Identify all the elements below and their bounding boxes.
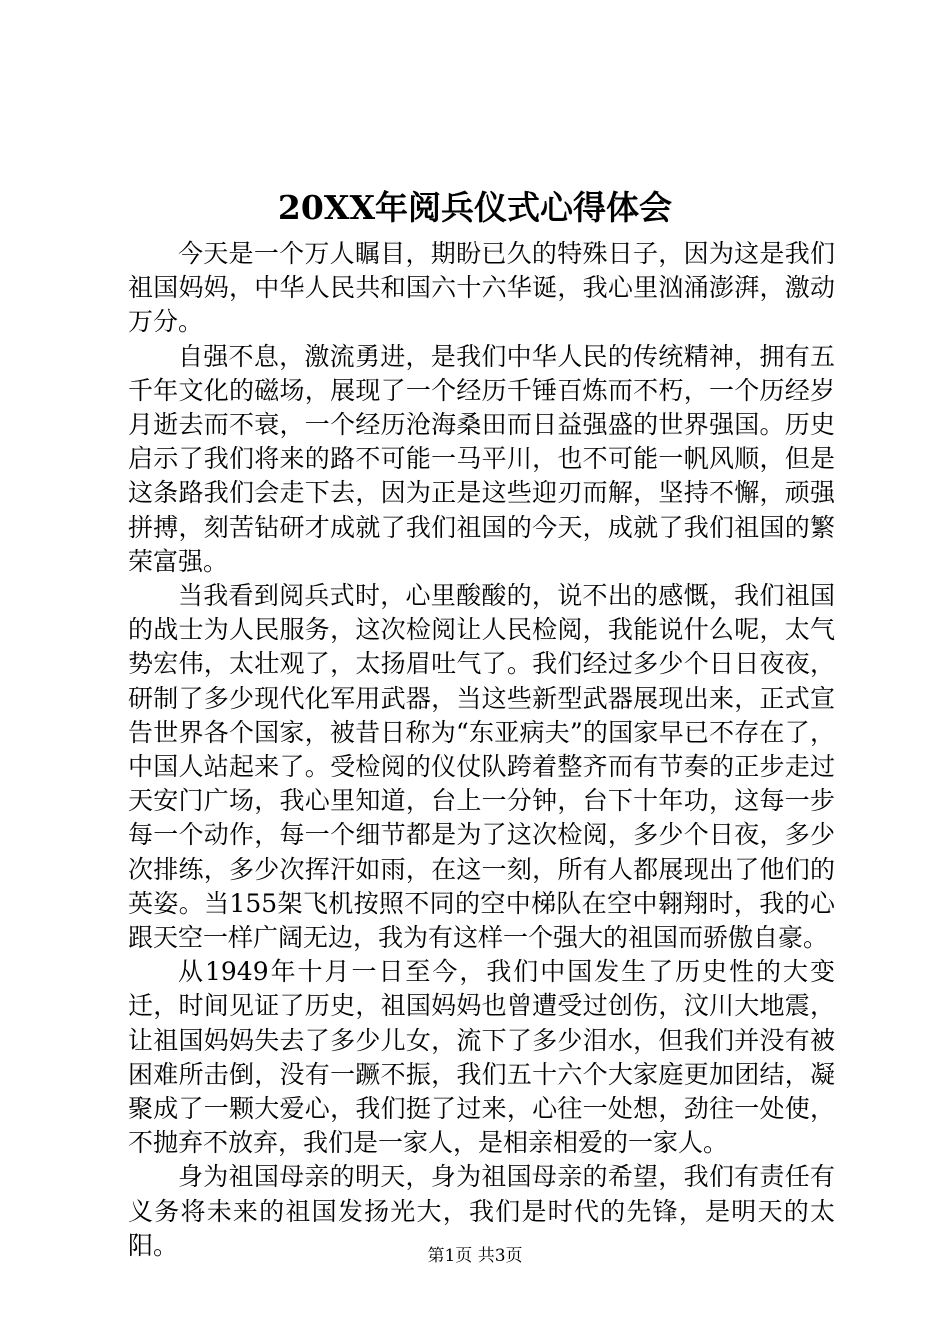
document-title: 20XX年阅兵仪式心得体会: [277, 188, 673, 227]
paragraph: 身为祖国母亲的明天，身为祖国母亲的希望，我们有责任有义务将未来的祖国发扬光大，我们是时代的先锋，是明天的太阳。: [128, 1162, 835, 1260]
paragraph: 当我看到阅兵式时，心里酸酸的，说不出的感慨，我们祖国的战士为人民服务，这次检阅让人民检阅，我能说什么呢，太气势宏伟，太壮观了，太扬眉吐气了。我们经过多少个日日夜夜，研制了多少现代化军用武器，当这些新型武器展现出来，正式宣告世界各个国家，被昔日称为“东亚病夫”的国家早已不存在了，中国人站起来了。受检阅的仪仗队跨着整齐而有节奏的正步走过天安门广场，我心里知道，台上一分钟，台下十年功，这每一步每一个动作，每一个细节都是为了这次检阅，多少个日夜，多少次排练，多少次挥汗如雨，在这一刻，所有人都展现出了他们的英姿。当155架飞机按照不同的空中梯队在空中翱翔时，我的心跟天空一样广阔无边，我为有这样一个强大的祖国而骄傲自豪。: [128, 581, 835, 953]
page-footer: 第1页 共3页: [427, 1246, 523, 1266]
paragraph: 今天是一个万人瞩目，期盼已久的特殊日子，因为这是我们祖国妈妈，中华人民共和国六十六华诞，我心里汹涌澎湃，激动万分。: [128, 239, 835, 337]
paragraph: 从1949年十月一日至今，我们中国发生了历史性的大变迁，时间见证了历史，祖国妈妈也曾遭受过创伤，汶川大地震，让祖国妈妈失去了多少儿女，流下了多少泪水，但我们并没有被困难所击倒，没有一蹶不振，我们五十六个大家庭更加团结，凝聚成了一颗大爱心，我们挺了过来，心往一处想，劲往一处使，不抛弃不放弃，我们是一家人，是相亲相爱的一家人。: [128, 957, 835, 1158]
paragraph: 自强不息，激流勇进，是我们中华人民的传统精神，拥有五千年文化的磁场，展现了一个经历千锤百炼而不朽，一个历经岁月逝去而不衰，一个经历沧海桑田而日益强盛的世界强国。历史启示了我们将来的路不可能一马平川，也不可能一帆风顺，但是这条路我们会走下去，因为正是这些迎刃而解，坚持不懈，顽强拼搏，刻苦钻研才成就了我们祖国的今天，成就了我们祖国的繁荣富强。: [128, 341, 835, 576]
document-body: [128, 237, 835, 1263]
